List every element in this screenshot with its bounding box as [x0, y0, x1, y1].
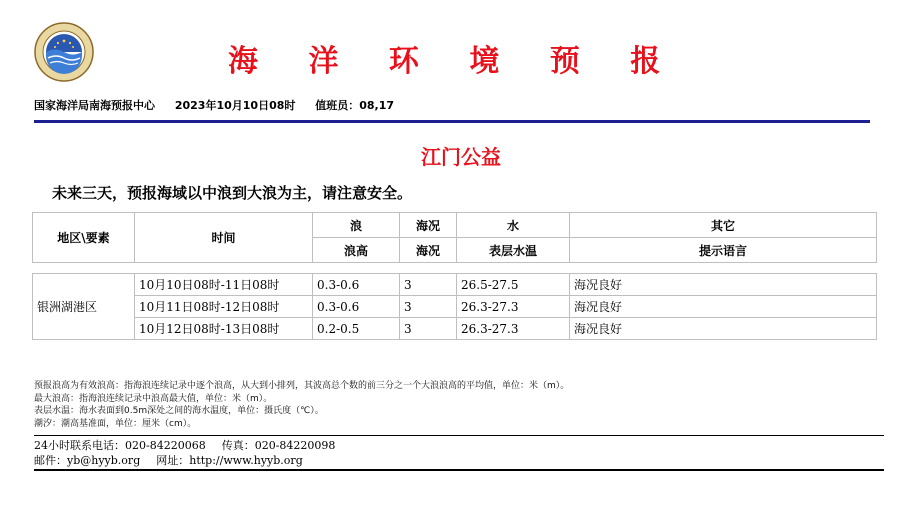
fax-number: 020-84220098 — [254, 439, 336, 452]
footnote-tide: 潮汐：潮高基准面，单位：厘米（cm）。 — [34, 418, 197, 429]
contact-info — [34, 438, 335, 468]
sea-cell: 3 — [400, 318, 457, 340]
footnote-surface-temp: 表层水温：海水表面到0.5m深处之间的海水温度，单位：摄氏度（℃）。 — [34, 406, 324, 416]
header-water: 水 — [457, 213, 570, 238]
wave-cell: 0.3-0.6 — [313, 274, 400, 296]
time-cell: 10月10日08时-11日08时 — [135, 274, 313, 296]
page-title: 海 洋 环 境 预 报 — [228, 44, 681, 79]
tip-cell: 海况良好 — [570, 274, 877, 296]
agency-logo-emblem — [34, 22, 94, 82]
table-spacer — [33, 263, 877, 274]
time-cell: 10月11日08时-12日08时 — [135, 296, 313, 318]
tip-cell: 海况良好 — [570, 296, 877, 318]
email-address: yb@hyyb.org — [67, 454, 141, 467]
header-surface-temp: 表层水温 — [457, 238, 570, 263]
table-row — [33, 274, 877, 296]
header-wave-height: 浪高 — [313, 238, 400, 263]
forecast-summary: 未来三天，预报海域以中浪到大浪为主，请注意安全。 — [52, 184, 413, 202]
forecast-table — [32, 212, 877, 340]
duty-value: 08,17 — [359, 99, 395, 112]
header-info — [34, 97, 410, 113]
header-other: 其它 — [570, 213, 877, 238]
sea-cell: 3 — [400, 296, 457, 318]
temp-cell: 26.5-27.5 — [457, 274, 570, 296]
wave-cell: 0.3-0.6 — [313, 296, 400, 318]
region-cell: 银洲湖港区 — [33, 274, 135, 340]
sea-cell: 3 — [400, 274, 457, 296]
footnote-wave-height: 预报浪高为有效浪高：指海浪连续记录中逐个浪高，从大到小排列，其波高总个数的前三分之一个大浪浪高的平均值，单位：米（m）。 — [34, 381, 570, 391]
header-sea-state: 海况 — [400, 238, 457, 263]
footnote-max-wave: 最大浪高：指海浪连续记录中浪高最大值，单位：米（m）。 — [34, 393, 273, 404]
bottom-divider — [34, 469, 884, 471]
agency-name: 国家海洋局南海预报中心 — [34, 99, 155, 112]
website-url: http://www.hyyb.org — [189, 454, 303, 467]
table-header-row — [33, 213, 877, 238]
header-divider — [34, 120, 870, 123]
duty-label: 值班员： — [315, 99, 360, 112]
issue-date: 2023年10月10日08时 — [174, 99, 296, 112]
time-cell: 10月12日08时-13日08时 — [135, 318, 313, 340]
wave-cell: 0.2-0.5 — [313, 318, 400, 340]
hotline-number: 020-84220068 — [125, 439, 206, 452]
table-row — [33, 296, 877, 318]
temp-cell: 26.3-27.3 — [457, 318, 570, 340]
email-label: 邮件： — [34, 454, 67, 467]
tip-cell: 海况良好 — [570, 318, 877, 340]
header-sea: 海况 — [400, 213, 457, 238]
table-row — [33, 318, 877, 340]
website-label: 网址： — [156, 454, 190, 467]
header-tips: 提示语言 — [570, 238, 877, 263]
contact-divider — [34, 435, 884, 436]
footnotes — [34, 380, 569, 430]
header-region: 地区\要素 — [33, 213, 135, 263]
temp-cell: 26.3-27.3 — [457, 296, 570, 318]
hotline-label: 24小时联系电话： — [34, 439, 125, 452]
fax-label: 传真： — [221, 439, 255, 452]
header-time: 时间 — [135, 213, 313, 263]
location-title: 江门公益 — [421, 145, 501, 169]
header-wave: 浪 — [313, 213, 400, 238]
